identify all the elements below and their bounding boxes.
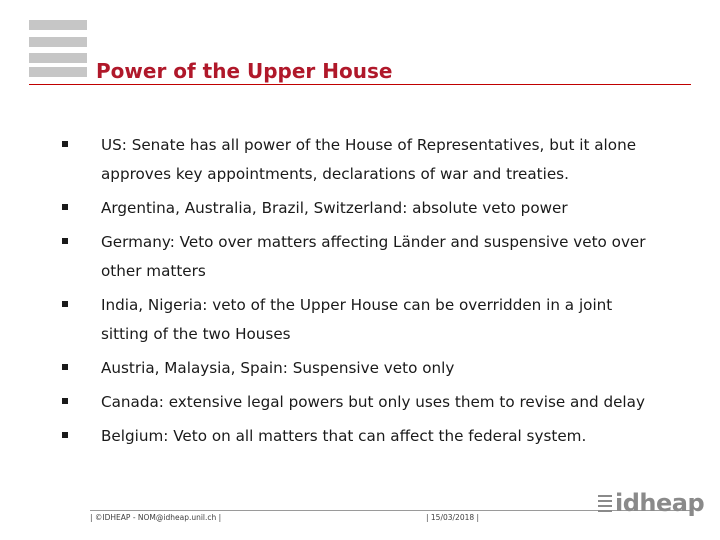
- logo-lines-icon: [598, 495, 614, 515]
- bullet-text: Canada: extensive legal powers but only uses them to revise and delay: [101, 393, 645, 411]
- footer-contact: | ©IDHEAP - NOM@idheap.unil.ch |: [90, 513, 222, 522]
- bullet-text: India, Nigeria: veto of the Upper House can be overridden in a joint sitting of the two Houses: [101, 296, 613, 343]
- bullet-text: Austria, Malaysia, Spain: Suspensive veto only: [101, 359, 455, 377]
- decorative-bar: [29, 67, 87, 77]
- bullet-text: Argentina, Australia, Brazil, Switzerland: absolute veto power: [101, 199, 568, 217]
- bullet-item: [62, 422, 662, 451]
- square-bullet-icon: [62, 364, 68, 370]
- square-bullet-icon: [62, 398, 68, 404]
- square-bullet-icon: [62, 432, 68, 438]
- square-bullet-icon: [62, 141, 68, 147]
- footer-date: | 15/03/2018 |: [426, 513, 480, 522]
- bullet-text: Germany: Veto over matters affecting Länder and suspensive veto over other matters: [101, 233, 646, 280]
- decorative-bar: [29, 53, 87, 63]
- bullet-text: US: Senate has all power of the House of Representatives, but it alone approves key appointments, declarations of war and treaties.: [101, 136, 637, 183]
- bullet-text: Belgium: Veto on all matters that can affect the federal system.: [101, 427, 587, 445]
- bullet-item: [62, 388, 662, 417]
- slide-title: Power of the Upper House: [96, 59, 393, 83]
- decorative-bar: [29, 20, 87, 30]
- title-divider: [29, 84, 691, 85]
- bullet-item: [62, 354, 662, 383]
- idheap-logo: [598, 489, 705, 522]
- bullet-item: [62, 228, 662, 286]
- bullet-list: [62, 131, 662, 456]
- square-bullet-icon: [62, 238, 68, 244]
- logo-wordmark: idheap: [615, 489, 705, 517]
- square-bullet-icon: [62, 301, 68, 307]
- bullet-item: [62, 131, 662, 189]
- bullet-item: [62, 194, 662, 223]
- decorative-bar: [29, 37, 87, 47]
- bullet-item: [62, 291, 662, 349]
- square-bullet-icon: [62, 204, 68, 210]
